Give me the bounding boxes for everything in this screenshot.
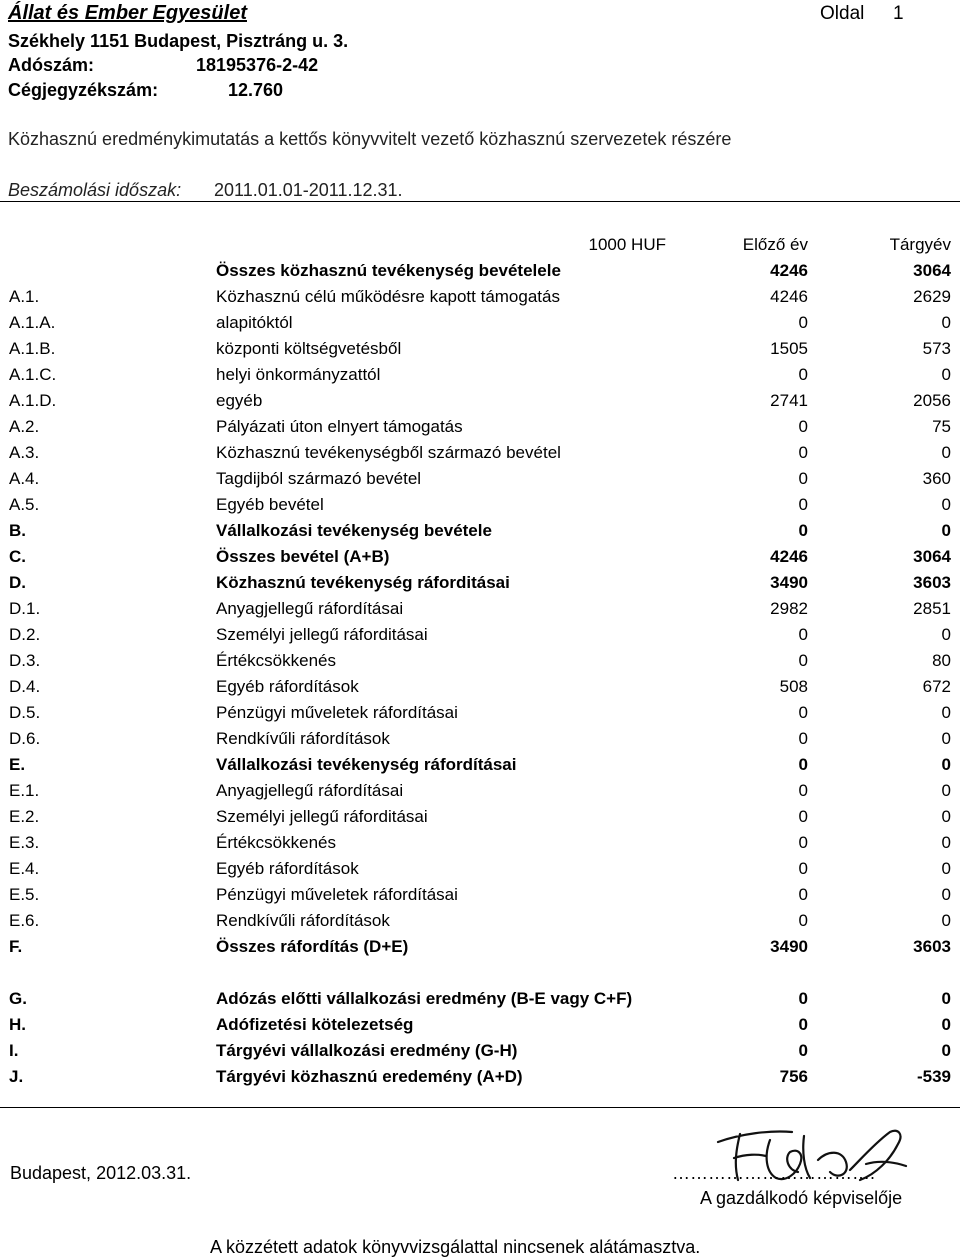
column-previous-year-header: Előző év — [742, 235, 808, 254]
row-previous-year-value: 4246 — [770, 287, 808, 306]
table-row — [0, 541, 960, 567]
row-code: G. — [9, 989, 27, 1008]
audit-note: A közzétett adatok könyvvizsgálattal nincsenek alátámasztva. — [210, 1237, 701, 1257]
row-current-year-value: 0 — [941, 1041, 951, 1060]
table-row — [0, 827, 960, 853]
table-row — [0, 411, 960, 437]
row-current-year-value: 3603 — [913, 573, 951, 592]
row-current-year-value: 0 — [941, 989, 951, 1008]
row-label: Pénzügyi műveletek ráfordításai — [216, 703, 458, 722]
row-label: Személyi jellegű ráforditásai — [216, 807, 428, 826]
row-previous-year-value: 0 — [798, 911, 808, 930]
row-current-year-value: 3603 — [913, 937, 951, 956]
row-code: A.5. — [9, 495, 40, 514]
row-label: egyéb — [216, 391, 263, 410]
row-code: C. — [9, 547, 26, 566]
row-current-year-value: 2629 — [913, 287, 951, 306]
row-previous-year-value: 4246 — [770, 261, 808, 280]
row-label: Tárgyévi vállalkozási eredmény (G-H) — [216, 1041, 518, 1060]
row-current-year-value: 75 — [932, 417, 951, 436]
row-code: E.4. — [9, 859, 40, 878]
row-previous-year-value: 0 — [798, 365, 808, 384]
row-previous-year-value: 0 — [798, 729, 808, 748]
row-previous-year-value: 0 — [798, 651, 808, 670]
row-previous-year-value: 2741 — [770, 391, 808, 410]
row-label: Vállalkozási tevékenység bevétele — [216, 521, 492, 540]
row-previous-year-value: 0 — [798, 521, 808, 540]
row-current-year-value: 0 — [941, 833, 951, 852]
row-code: A.1.C. — [9, 365, 57, 384]
row-label: Közhasznú célú működésre kapott támogatás — [216, 287, 560, 306]
table-row — [0, 853, 960, 879]
row-label: Adófizetési kötelezetség — [216, 1015, 414, 1034]
row-code: A.4. — [9, 469, 40, 488]
row-code: J. — [9, 1067, 24, 1086]
table-row — [0, 957, 960, 1009]
row-current-year-value: 0 — [941, 313, 951, 332]
row-current-year-value: 360 — [922, 469, 951, 488]
row-previous-year-value: 4246 — [770, 547, 808, 566]
headquarters-address: Székhely 1151 Budapest, Pisztráng u. 3. — [8, 31, 349, 51]
row-current-year-value: 80 — [932, 651, 951, 670]
table-row — [0, 1035, 960, 1061]
row-label: Értékcsökkenés — [216, 651, 336, 670]
report-title: Közhasznú eredménykimutatás a kettős könyvvitelt vezető közhasznú szervezetek részére — [8, 129, 732, 149]
row-previous-year-value: 756 — [779, 1067, 808, 1086]
registration-number-value: 12.760 — [228, 80, 284, 100]
row-previous-year-value: 0 — [798, 443, 808, 462]
row-current-year-value: 0 — [941, 365, 951, 384]
row-label: központi költségvetésből — [216, 339, 402, 358]
row-current-year-value: 0 — [941, 859, 951, 878]
row-current-year-value: 2056 — [913, 391, 951, 410]
row-previous-year-value: 0 — [798, 781, 808, 800]
row-previous-year-value: 0 — [798, 495, 808, 514]
row-current-year-value: 0 — [941, 729, 951, 748]
tax-number-label: Adószám: — [8, 55, 95, 75]
row-code: E.5. — [9, 885, 40, 904]
table-row — [0, 515, 960, 541]
reporting-period-value: 2011.01.01-2011.12.31. — [214, 180, 403, 200]
table-row — [0, 697, 960, 723]
row-current-year-value: 573 — [922, 339, 951, 358]
organization-name: Állat és Ember Egyesület — [8, 2, 247, 24]
table-row — [0, 775, 960, 801]
table-row — [0, 931, 960, 957]
row-current-year-value: 0 — [941, 885, 951, 904]
row-code: A.2. — [9, 417, 40, 436]
table-row — [0, 1009, 960, 1035]
top-divider — [0, 201, 960, 202]
row-code: E.3. — [9, 833, 40, 852]
column-unit-header: 1000 HUF — [588, 235, 666, 254]
row-label: Rendkívűli ráfordítások — [216, 911, 390, 930]
row-previous-year-value: 0 — [798, 313, 808, 332]
row-code: E. — [9, 755, 26, 774]
row-current-year-value: 0 — [941, 781, 951, 800]
table-header-row — [0, 228, 960, 255]
table-row — [0, 359, 960, 385]
table-row — [0, 749, 960, 775]
row-code: B. — [9, 521, 26, 540]
row-label: Közhasznú tevékenység ráforditásai — [216, 573, 510, 592]
table-row — [0, 463, 960, 489]
row-code: A.1.B. — [9, 339, 56, 358]
row-code: D.3. — [9, 651, 41, 670]
table-row — [0, 801, 960, 827]
row-previous-year-value: 3490 — [770, 573, 808, 592]
row-label: Összes bevétel (A+B) — [216, 547, 390, 566]
reporting-period-label: Beszámolási időszak: — [8, 180, 182, 200]
row-label: Adózás előtti vállalkozási eredmény (B-E vagy C+F) — [216, 989, 633, 1008]
table-row — [0, 255, 960, 281]
page-label: Oldal — [820, 3, 865, 24]
row-label: Pályázati úton elnyert támogatás — [216, 417, 463, 436]
signature-line: ……………………………. — [672, 1163, 876, 1183]
table-row — [0, 307, 960, 333]
row-code: D.5. — [9, 703, 41, 722]
row-label: Egyéb ráfordítások — [216, 859, 359, 878]
row-label: Anyagjellegű ráfordításai — [216, 781, 404, 800]
row-current-year-value: 0 — [941, 703, 951, 722]
row-code: D.1. — [9, 599, 41, 618]
row-previous-year-value: 0 — [798, 989, 808, 1008]
row-label: Személyi jellegű ráforditásai — [216, 625, 428, 644]
row-current-year-value: 2851 — [913, 599, 951, 618]
income-statement-table — [0, 228, 960, 1087]
row-previous-year-value: 0 — [798, 833, 808, 852]
row-label: Tárgyévi közhasznú eredemény (A+D) — [216, 1067, 523, 1086]
row-label: Értékcsökkenés — [216, 833, 336, 852]
table-row — [0, 385, 960, 411]
table-row — [0, 333, 960, 359]
row-previous-year-value: 3490 — [770, 937, 808, 956]
row-label: helyi önkormányzattól — [216, 365, 381, 384]
table-row — [0, 905, 960, 931]
row-current-year-value: 0 — [941, 521, 951, 540]
row-code — [0, 255, 216, 281]
row-previous-year-value: 0 — [798, 1015, 808, 1034]
row-label: Összes ráfordítás (D+E) — [216, 937, 409, 956]
bottom-divider — [0, 1107, 960, 1108]
row-label: Közhasznú tevékenységből származó bevétel — [216, 443, 561, 462]
row-current-year-value: 3064 — [913, 261, 951, 280]
row-label: Tagdijból származó bevétel — [216, 469, 422, 488]
row-label: Vállalkozási tevékenység ráfordításai — [216, 755, 517, 774]
row-previous-year-value: 0 — [798, 859, 808, 878]
table-row — [0, 281, 960, 307]
row-code: E.1. — [9, 781, 40, 800]
row-code: A.3. — [9, 443, 40, 462]
row-label: Pénzügyi műveletek ráfordításai — [216, 885, 458, 904]
tax-number-value: 18195376-2-42 — [196, 55, 319, 75]
table-row — [0, 645, 960, 671]
row-current-year-value: 0 — [941, 807, 951, 826]
row-label: Egyéb bevétel — [216, 495, 324, 514]
row-label: Rendkívűli ráfordítások — [216, 729, 390, 748]
row-code: F. — [9, 937, 23, 956]
signatory-label: A gazdálkodó képviselője — [700, 1188, 903, 1208]
row-code: I. — [9, 1041, 19, 1060]
row-current-year-value: 3064 — [913, 547, 951, 566]
row-label: Egyéb ráfordítások — [216, 677, 359, 696]
row-previous-year-value: 0 — [798, 807, 808, 826]
row-previous-year-value: 508 — [779, 677, 808, 696]
row-label: alapitóktól — [216, 313, 293, 332]
table-row — [0, 619, 960, 645]
row-code: E.2. — [9, 807, 40, 826]
row-code: D.2. — [9, 625, 41, 644]
registration-number-label: Cégjegyzékszám: — [8, 80, 159, 100]
row-previous-year-value: 0 — [798, 625, 808, 644]
table-row — [0, 437, 960, 463]
row-current-year-value: 0 — [941, 625, 951, 644]
row-previous-year-value: 0 — [798, 469, 808, 488]
row-previous-year-value: 0 — [798, 885, 808, 904]
page-number: 1 — [893, 3, 904, 24]
row-code: A.1. — [9, 287, 40, 306]
table-row — [0, 671, 960, 697]
row-current-year-value: 0 — [941, 443, 951, 462]
row-code: H. — [9, 1015, 26, 1034]
column-current-year-header: Tárgyév — [889, 235, 951, 254]
table-row — [0, 723, 960, 749]
table-row — [0, 489, 960, 515]
row-previous-year-value: 0 — [798, 1041, 808, 1060]
row-current-year-value: 0 — [941, 1015, 951, 1034]
row-label: Anyagjellegű ráfordításai — [216, 599, 404, 618]
row-previous-year-value: 1505 — [770, 339, 808, 358]
row-code: A.1.A. — [9, 313, 56, 332]
row-current-year-value: 0 — [941, 495, 951, 514]
table-row — [0, 879, 960, 905]
row-current-year-value: 672 — [922, 677, 951, 696]
row-code: D. — [9, 573, 26, 592]
table-row — [0, 593, 960, 619]
row-previous-year-value: 0 — [798, 755, 808, 774]
row-current-year-value: 0 — [941, 911, 951, 930]
row-code: D.4. — [9, 677, 41, 696]
row-code: A.1.D. — [9, 391, 57, 410]
row-label: Összes közhasznú tevékenység bevételele — [216, 261, 561, 280]
row-previous-year-value: 2982 — [770, 599, 808, 618]
row-current-year-value: -539 — [916, 1067, 951, 1086]
place-and-date: Budapest, 2012.03.31. — [10, 1163, 192, 1183]
table-row — [0, 1061, 960, 1087]
row-previous-year-value: 0 — [798, 703, 808, 722]
row-code: D.6. — [9, 729, 41, 748]
table-row — [0, 567, 960, 593]
row-previous-year-value: 0 — [798, 417, 808, 436]
row-current-year-value: 0 — [941, 755, 951, 774]
row-code: E.6. — [9, 911, 40, 930]
